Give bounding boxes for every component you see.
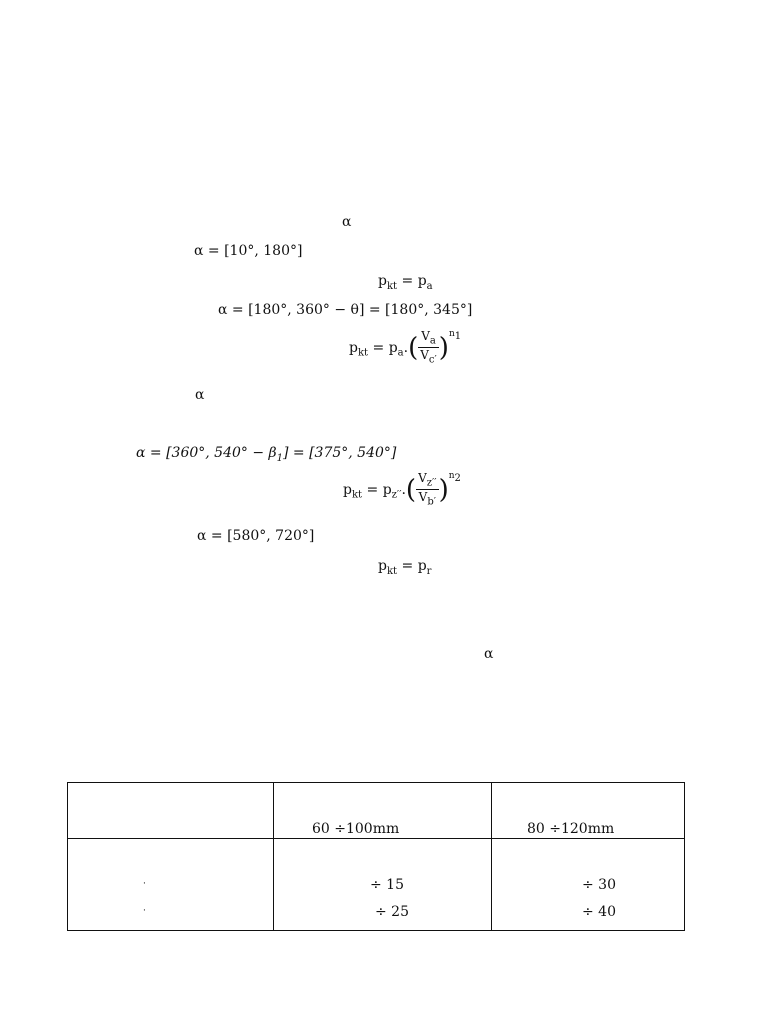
alpha-symbol-bottom: α (484, 646, 494, 662)
equation-4: $p_{kt} = p_r$ (378, 558, 432, 577)
table-header-cell (492, 783, 685, 839)
table-cell-text: ÷ 25 (375, 904, 409, 920)
angle-range-2: α = [180°, 360° − θ] = [180°, 345°] (218, 302, 473, 318)
table-header-label: 80 ÷120mm (527, 821, 615, 837)
table-cell-text: ÷ 30 (582, 877, 616, 893)
equation-3: $p_{kt} = p_{z''}$.( $\frac{V_{z''}}{V_{b'}}$ )$^{n_2}$ (343, 471, 461, 508)
table-cell (68, 839, 274, 931)
angle-range-4: α = [580°, 720°] (197, 528, 315, 544)
table-cell-text: · (143, 879, 146, 889)
alpha-symbol-mid: α (195, 387, 205, 403)
data-table (67, 782, 685, 931)
angle-range-3: α = [360°, $540^\circ - \beta_1] = [375^\circ$, 540°] (136, 445, 397, 464)
table-cell-text: · (143, 906, 146, 916)
table-cell-text: ÷ 40 (582, 904, 616, 920)
table-cell (492, 839, 685, 931)
table-header-cell (274, 783, 492, 839)
table-header-row (68, 783, 685, 839)
table-header-label: 60 ÷100mm (312, 821, 400, 837)
equation-2: $p_{kt} = p_a$.( $\frac{V_a}{V_{c'}}$ )$^{n_1}$ (349, 329, 462, 366)
equation-1: $p_{kt} = p_a$ (378, 273, 433, 292)
table-cell-text: ÷ 15 (370, 877, 404, 893)
table-cell (274, 839, 492, 931)
table-row (68, 839, 685, 931)
table-header-cell (68, 783, 274, 839)
alpha-symbol-top: α (342, 214, 352, 230)
angle-range-1: α = [10°, 180°] (194, 243, 303, 259)
